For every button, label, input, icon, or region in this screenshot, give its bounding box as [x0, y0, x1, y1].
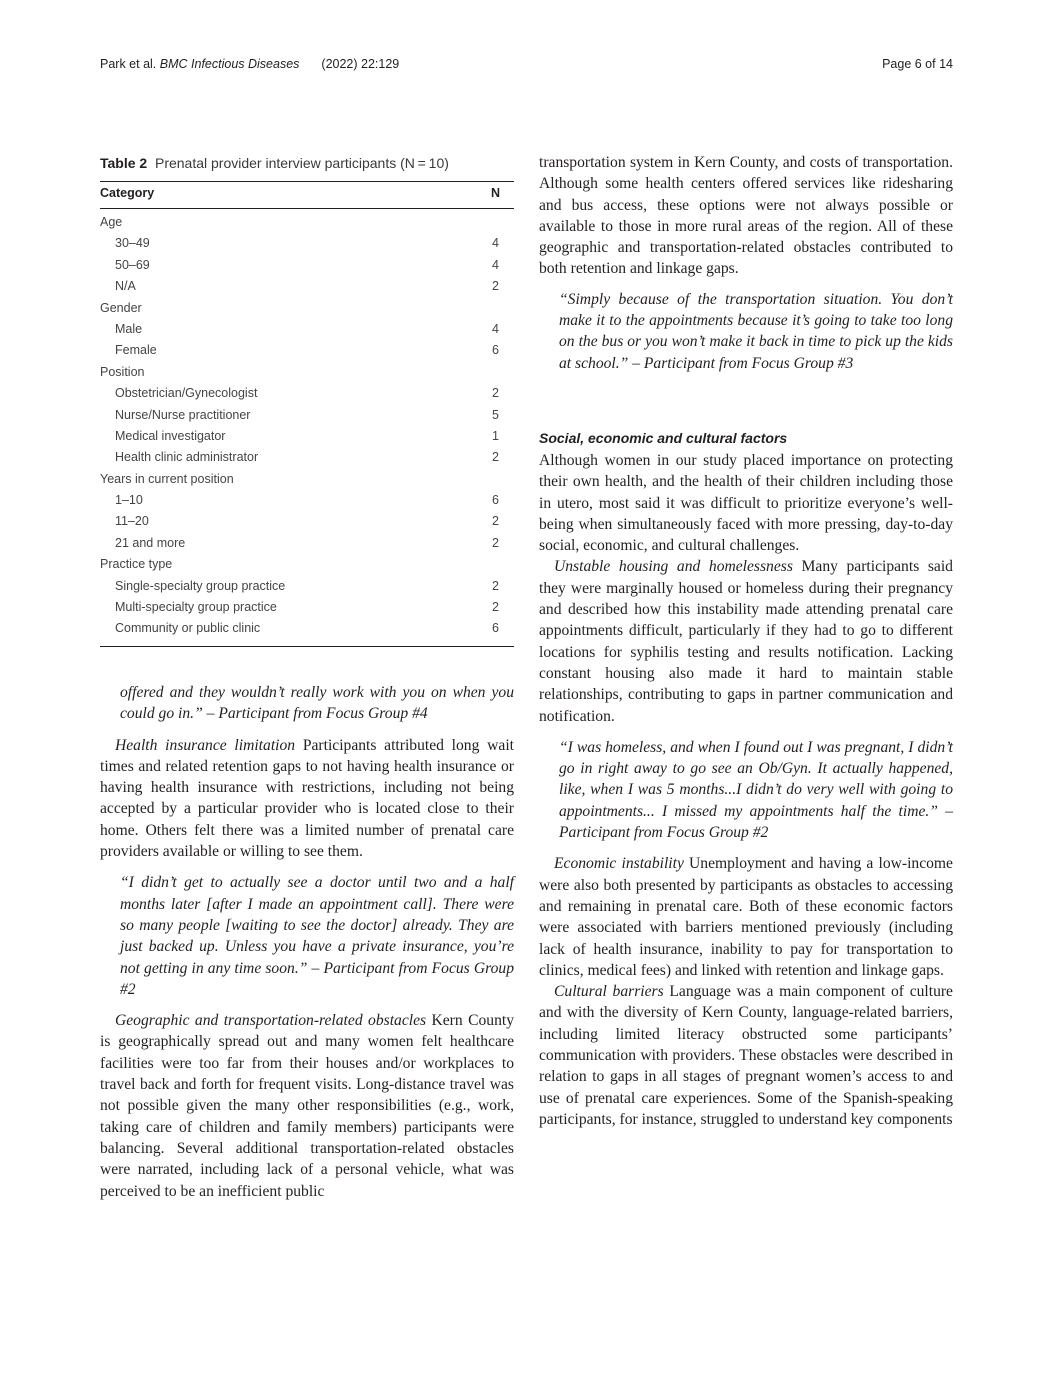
run-in-heading-insurance: Health insurance limitation — [115, 736, 296, 754]
table-row — [100, 598, 514, 619]
table-group-row — [100, 363, 514, 384]
left-text-column — [100, 682, 514, 1202]
table-row — [100, 341, 514, 362]
row-label: 1–10 — [115, 493, 143, 508]
column-header-category: Category — [100, 186, 155, 200]
row-count: 2 — [492, 279, 499, 294]
paragraph-section-intro: Although women in our study placed importance on protecting their own health, and the health of their children including those in utero, most said it was difficult to prioritize everyone’s well-being when simultaneously faced with more pressing, day-to-day social, economic, and cultural challenges. — [539, 451, 953, 555]
insurance-text: Participants attributed long wait times and related retention gaps to not having health insurance or having health insurance with restrictions, including not being accepted by a particular provider who is located close to their home. Others felt there was a limited number of prenatal care providers available or willing to see them. — [100, 736, 514, 861]
table-row — [100, 277, 514, 298]
paragraph-housing — [539, 556, 953, 726]
row-label: Years in current position — [100, 471, 234, 486]
row-count: 2 — [492, 535, 499, 550]
run-in-heading-geographic: Geographic and transportation-related obstacles — [115, 1012, 427, 1030]
table-group-row — [100, 299, 514, 320]
header-citation — [100, 57, 399, 71]
table-row — [100, 577, 514, 598]
table-row — [100, 427, 514, 448]
run-in-heading-economic: Economic instability — [554, 855, 684, 873]
table-row — [100, 491, 514, 512]
row-label: Male — [115, 321, 143, 336]
table-row — [100, 406, 514, 427]
row-count: 6 — [492, 493, 499, 508]
row-label: N/A — [115, 279, 136, 294]
row-count: 1 — [492, 428, 499, 443]
table-row — [100, 384, 514, 405]
quote-insurance: “I didn’t get to actually see a doctor until two and a half months later [after I made an appointment call]. There were so many people [waiting to see the doctor] already. They are just backed up. Unless you have a private insurance, you’re not getting in any time soon.” – Participant from Focus Group #2 — [120, 874, 514, 998]
row-label: Medical investigator — [115, 428, 226, 443]
row-count: 4 — [492, 321, 499, 336]
row-label: Nurse/Nurse practitioner — [115, 407, 251, 422]
row-label: 21 and more — [115, 535, 186, 550]
table-caption — [100, 153, 514, 173]
row-count: 4 — [492, 257, 499, 272]
table-row — [100, 619, 514, 640]
table-group-row — [100, 555, 514, 576]
quote-homeless: “I was homeless, and when I found out I was pregnant, I didn’t go in right away to go see an Ob/Gyn. It actually happened, like, when I was 5 months...I didn’t do very well with going to appointments... I missed my appointments half the time.” – Participant from Focus Group #2 — [559, 738, 953, 842]
table-row — [100, 512, 514, 533]
row-label: Health clinic administrator — [115, 450, 259, 465]
table-header-row — [100, 181, 514, 209]
cultural-text: Language was a main component of culture and with the diversity of Kern County, language-related barriers, including limited literacy obstructed some participants’ communication with providers. These obstacles were described in relation to gaps in all stages of pregnant women’s access to and use of prenatal care experiences. Some of the Spanish-speaking participants, for instance, struggled to understand key components — [539, 983, 953, 1128]
quote-continuation: offered and they wouldn’t really work with you on when you could go in.” – Participant from Focus Group #4 — [120, 684, 514, 723]
paragraph-geographic — [100, 1010, 514, 1202]
run-in-heading-housing: Unstable housing and homelessness — [554, 558, 793, 576]
right-text-column — [539, 152, 953, 1130]
page-number: Page 6 of 14 — [882, 57, 953, 71]
row-label: Multi-specialty group practice — [115, 600, 277, 615]
table-row — [100, 534, 514, 555]
table-group-row — [100, 470, 514, 491]
header-volume: (2022) 22:129 — [321, 57, 400, 71]
row-label: Female — [115, 343, 157, 358]
row-label: Obstetrician/Gynecologist — [115, 386, 258, 401]
column-header-n: N — [491, 186, 501, 200]
row-label: 30–49 — [115, 236, 150, 251]
quote-transportation: “Simply because of the transportation situation. You don’t make it to the appointments because it’s going to take too long on the bus or you won’t make it back in time to pick up the kids at school.” – Participant from Focus Group #3 — [559, 290, 953, 372]
row-count: 6 — [492, 621, 499, 636]
economic-text: Unemployment and having a low-income were also both presented by participants as obstacles to accessing and remaining in prenatal care. Both of these economic factors were associated with barriers mentioned previously (including lack of health insurance, inability to pay for transportation to clinics, medical fees) and linked with retention and linkage gaps. — [539, 855, 953, 979]
row-label: Practice type — [100, 557, 173, 572]
table-body — [100, 209, 514, 647]
section-heading: Social, economic and cultural factors — [539, 429, 788, 446]
header-journal: BMC Infectious Diseases — [159, 57, 300, 71]
running-header — [100, 57, 953, 75]
paragraph-health-insurance — [100, 735, 514, 863]
table-group-row — [100, 213, 514, 234]
table-label: Table 2 — [100, 155, 148, 171]
table-2 — [100, 153, 514, 647]
paragraph-cultural — [539, 981, 953, 1130]
row-label: Community or public clinic — [115, 621, 261, 636]
row-label: Single-specialty group practice — [115, 578, 286, 593]
table-caption-text: Prenatal provider interview participants (N = 10) — [154, 155, 449, 171]
row-count: 2 — [492, 450, 499, 465]
row-count: 2 — [492, 386, 499, 401]
housing-text: Many participants said they were marginally housed or homeless during their pregnancy and described how this instability made attending prenatal care appointments difficult, particularly if they had to go to different locations for syphilis testing and results notification. Lacking constant housing also made it hard to maintain stable relationships, contributing to gaps in partner communication and notification. — [539, 558, 953, 725]
row-count: 2 — [492, 578, 499, 593]
header-authors: Park et al. — [100, 57, 157, 71]
table-row — [100, 234, 514, 255]
paragraph-economic — [539, 853, 953, 981]
row-count: 4 — [492, 236, 499, 251]
table-row — [100, 256, 514, 277]
table-row — [100, 448, 514, 469]
row-count: 2 — [492, 514, 499, 529]
paragraph-geographic-continued: transportation system in Kern County, and costs of transportation. Although some health centers offered services like ridesharing and bus access, these options were not always possible or available to those in more rural areas of the region. All of these geographic and transportation-related obstacles contributed to both retention and linkage gaps. — [539, 154, 953, 278]
geographic-text: Kern County is geographically spread out and many women felt healthcare facilities were too far from their houses and/or workplaces to travel back and forth for frequent visits. Long-distance travel was not possible given the many other responsibilities (e.g., work, taking care of children and family members) participants were balancing. Several additional transportation-related obstacles were narrated, including lack of a personal vehicle, what was perceived to be an inefficient public — [100, 1012, 515, 1200]
row-label: Position — [100, 364, 145, 379]
row-count: 2 — [492, 600, 499, 615]
row-label: Age — [100, 215, 123, 229]
row-count: 6 — [492, 343, 499, 358]
table-row — [100, 320, 514, 341]
row-label: Gender — [100, 300, 142, 315]
row-label: 11–20 — [115, 514, 149, 529]
run-in-heading-cultural: Cultural barriers — [554, 983, 664, 1001]
row-count: 5 — [492, 407, 499, 422]
row-label: 50–69 — [115, 257, 150, 272]
